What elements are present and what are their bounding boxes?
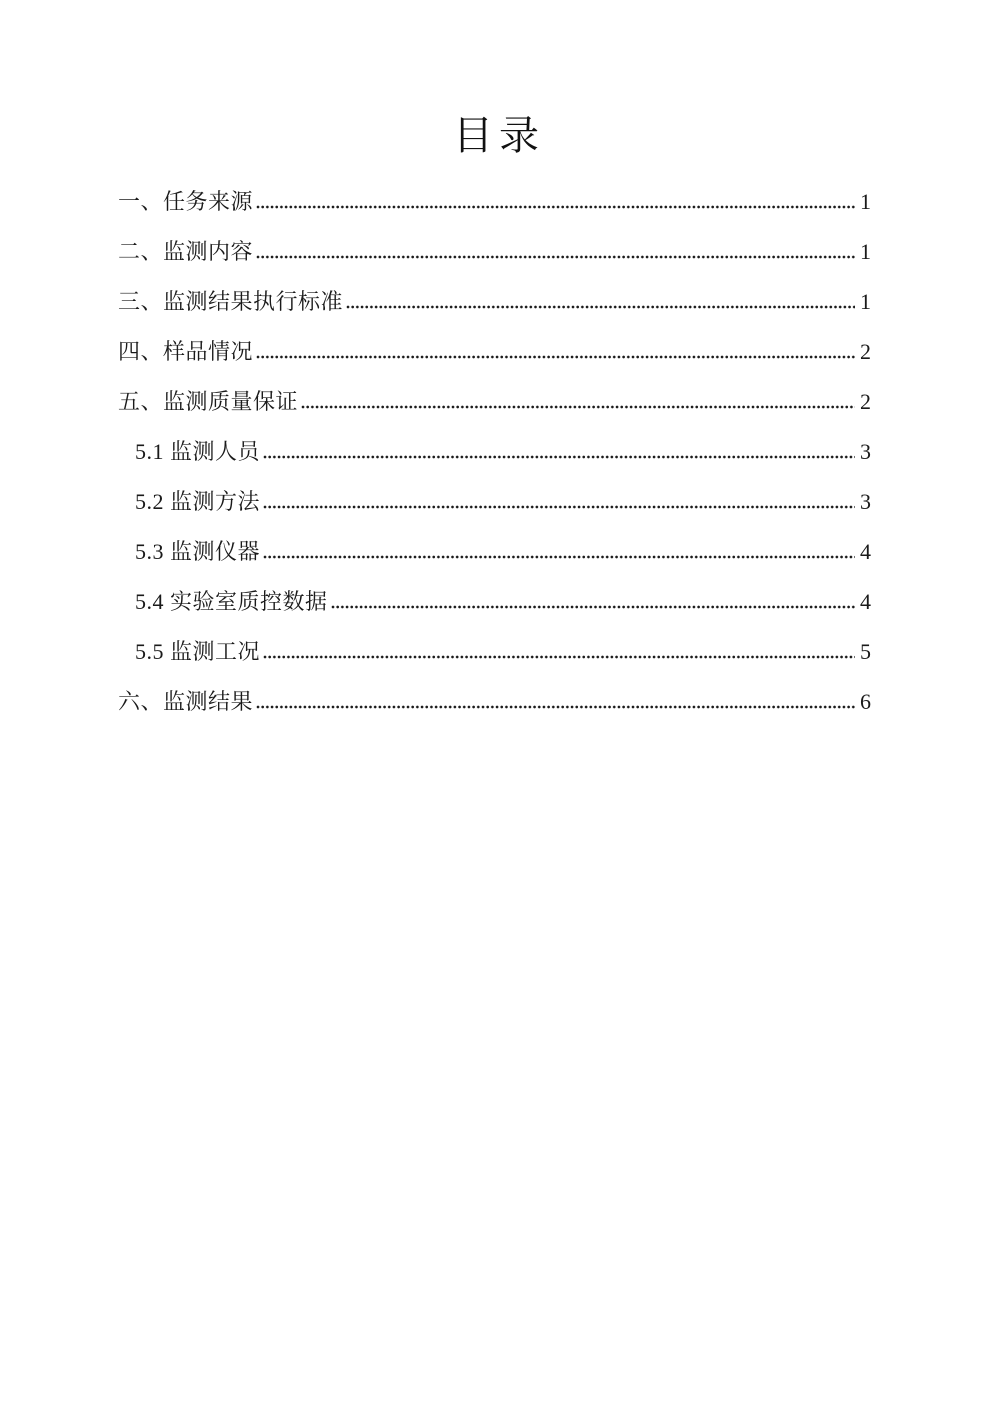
toc-entry-label: 5.4 实验室质控数据 <box>135 589 328 614</box>
toc-entry-label: 五、监测质量保证 <box>118 389 299 414</box>
toc-entry[interactable] <box>118 277 871 327</box>
toc-entry-page: 1 <box>860 189 871 214</box>
toc-list <box>0 177 992 727</box>
dot-leader <box>256 205 855 209</box>
toc-entry-label: 六、监测结果 <box>118 689 254 714</box>
dot-leader <box>346 305 855 309</box>
toc-entry-label: 5.5 监测工况 <box>135 639 261 664</box>
toc-entry-label: 三、监测结果执行标准 <box>118 289 344 314</box>
dot-leader <box>256 705 855 709</box>
dot-leader <box>263 655 855 659</box>
toc-entry[interactable] <box>118 627 871 677</box>
toc-entry-page: 2 <box>860 339 871 364</box>
dot-leader <box>263 505 855 509</box>
toc-entry[interactable] <box>118 177 871 227</box>
dot-leader <box>301 405 855 409</box>
toc-entry-label: 二、监测内容 <box>118 239 254 264</box>
dot-leader <box>263 555 855 559</box>
toc-entry-page: 2 <box>860 389 871 414</box>
toc-entry-label: 5.2 监测方法 <box>135 489 261 514</box>
toc-entry-page: 1 <box>860 289 871 314</box>
dot-leader <box>256 355 855 359</box>
toc-entry[interactable] <box>118 577 871 627</box>
toc-entry-page: 6 <box>860 689 871 714</box>
toc-title: 目录 <box>453 113 545 158</box>
toc-entry-label: 5.3 监测仪器 <box>135 539 261 564</box>
toc-entry[interactable] <box>118 677 871 727</box>
toc-entry-label: 四、样品情况 <box>118 339 254 364</box>
toc-entry-page: 1 <box>860 239 871 264</box>
toc-entry[interactable] <box>118 427 871 477</box>
toc-entry-label: 5.1 监测人员 <box>135 439 261 464</box>
toc-entry[interactable] <box>118 377 871 427</box>
toc-entry[interactable] <box>118 227 871 277</box>
toc-entry-page: 5 <box>860 639 871 664</box>
dot-leader <box>263 455 855 459</box>
toc-entry[interactable] <box>118 327 871 377</box>
toc-entry-page: 3 <box>860 439 871 464</box>
toc-entry-page: 3 <box>860 489 871 514</box>
toc-entry-page: 4 <box>860 539 871 564</box>
toc-entry[interactable] <box>118 477 871 527</box>
dot-leader <box>331 605 855 609</box>
toc-entry[interactable] <box>118 527 871 577</box>
dot-leader <box>256 255 855 259</box>
toc-entry-page: 4 <box>860 589 871 614</box>
toc-entry-label: 一、任务来源 <box>118 189 254 214</box>
